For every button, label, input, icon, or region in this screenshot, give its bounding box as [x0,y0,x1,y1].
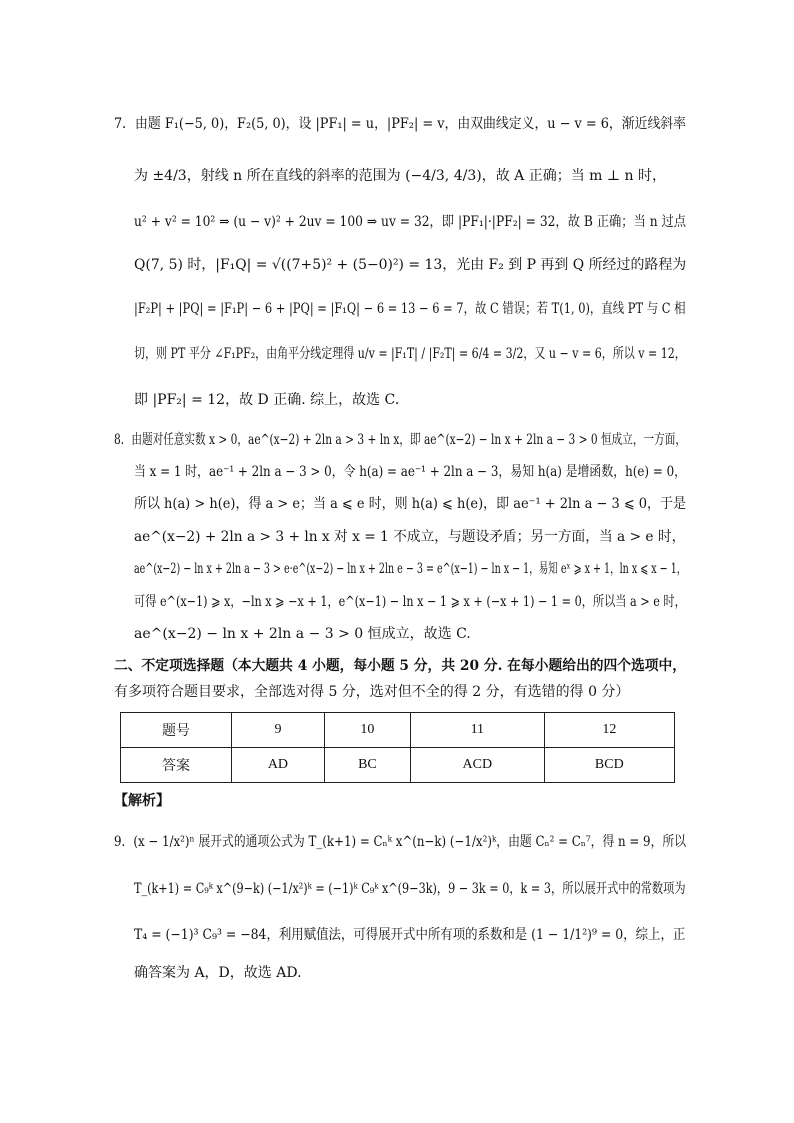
q8-line-5: ae^(x−2) − ln x + 2ln a − 3 > e·e^(x−2) − ln x + 2ln e − 3 = e^(x−1) − ln x − 1，易知 eˣ ⩾ x + 1，ln x ⩽ x − 1， [134,561,687,577]
table-cell-q10: 10 [324,713,410,748]
q8-line-7: ae^(x−2) − ln x + 2ln a − 3 > 0 恒成立，故选 C. [134,626,471,642]
section-heading-line-2: 有多项符合题目要求，全部选对得 5 分，选对但不全的得 2 分，有选错的得 0 分） [114,684,630,700]
q7-line-6: 切，则 PT 平分 ∠F₁PF₂，由角平分线定理得 u/v = |F₁T| / |F₂T| = 6/4 = 3/2，又 u − v = 6，所以 v = 12， [134,346,686,362]
q7-line-3: u² + v² = 10² ⇒ (u − v)² + 2uv = 100 ⇒ uv = 32，即 |PF₁|·|PF₂| = 32，故 B 正确；当 n 过点 [134,214,687,230]
q9-line-1: 9．(x − 1/x²)ⁿ 展开式的通项公式为 T_(k+1) = Cₙᵏ x^(n−k) (−1/x²)ᵏ，由题 Cₙ² = Cₙ⁷，得 n = 9，所以 [114,834,687,850]
table-cell-a12: BCD [544,748,674,783]
table-cell-question-label: 题号 [121,713,232,748]
q9-line-2: T_(k+1) = C₉ᵏ x^(9−k) (−1/x²)ᵏ = (−1)ᵏ C₉ᵏ x^(9−3k)，9 − 3k = 0，k = 3，所以展开式中的常数项为 [134,881,686,897]
analysis-heading: 【解析】 [114,793,170,809]
q7-line-4: Q(7, 5) 时，|F₁Q| = √((7+5)² + (5−0)²) = 13，光由 F₂ 到 P 再到 Q 所经过的路程为 [134,257,687,273]
table-cell-q11: 11 [410,713,544,748]
table-cell-q12: 12 [544,713,674,748]
q8-line-4: ae^(x−2) + 2ln a > 3 + ln x 对 x = 1 不成立，与题设矛盾；另一方面，当 a > e 时， [134,529,686,545]
q9-line-3: T₄ = (−1)³ C₉³ = −84，利用赋值法，可得展开式中所有项的系数和是 (1 − 1/1²)⁹ = 0，综上，正 [134,927,686,943]
q7-line-1: 7．由题 F₁(−5, 0)，F₂(5, 0)，设 |PF₁| = u，|PF₂| = v，由双曲线定义，u − v = 6，渐近线斜率 [114,116,687,132]
q8-line-6: 可得 e^(x−1) ⩾ x，−ln x ⩾ −x + 1，e^(x−1) − ln x − 1 ⩾ x + (−x + 1) − 1 = 0，所以当 a > e 时， [134,594,686,610]
table-cell-answer-label: 答案 [121,748,232,783]
q8-line-2: 当 x = 1 时，ae⁻¹ + 2ln a − 3 > 0，令 h(a) = ae⁻¹ + 2ln a − 3，易知 h(a) 是增函数，h(e) = 0， [134,464,687,480]
table-cell-a10: BC [324,748,410,783]
q9-line-4: 确答案为 A，D，故选 AD. [134,965,302,981]
answer-table [120,712,675,783]
q8-line-3: 所以 h(a) > h(e)，得 a > e；当 a ⩽ e 时，则 h(a) ⩽ h(e)，即 ae⁻¹ + 2ln a − 3 ⩽ 0，于是 [134,496,686,512]
table-cell-a11: ACD [410,748,544,783]
answer-table-answer-row [121,748,675,783]
q7-line-2: 为 ±4/3，射线 n 所在直线的斜率的范围为 (−4/3, 4/3)，故 A 正确；当 m ⊥ n 时， [134,168,666,184]
q8-line-1: 8．由题对任意实数 x > 0，ae^(x−2) + 2ln a > 3 + ln x，即 ae^(x−2) − ln x + 2ln a − 3 > 0 恒成立，一方面， [114,432,686,448]
section-heading-line-1: 二、不定项选择题（本大题共 4 小题，每小题 5 分，共 20 分. 在每小题给出的四个选项中， [114,658,687,674]
table-cell-a9: AD [232,748,325,783]
q7-line-5: |F₂P| + |PQ| = |F₁P| − 6 + |PQ| = |F₁Q| − 6 = 13 − 6 = 7，故 C 错误；若 T(1, 0)，直线 PT 与 C 相 [134,301,686,317]
answer-table-header-row [121,713,675,748]
table-cell-q9: 9 [232,713,325,748]
q7-line-7: 即 |PF₂| = 12，故 D 正确. 综上，故选 C. [134,392,400,408]
